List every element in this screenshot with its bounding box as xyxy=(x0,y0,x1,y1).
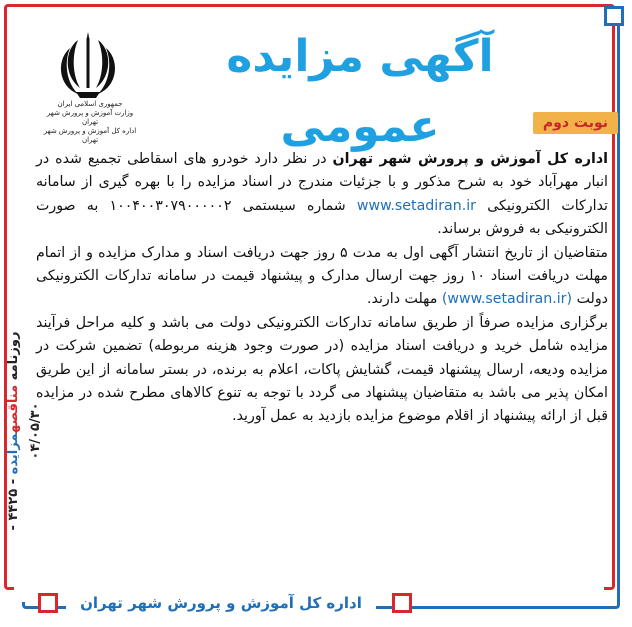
org-name-bold: اداره کل آموزش و پرورش شهر تهران xyxy=(332,151,608,167)
side-newspaper-label xyxy=(3,301,43,561)
corner-square-blue xyxy=(604,6,624,26)
corner-square-red-right xyxy=(392,593,412,613)
paragraph-2-end: مهلت دارند. xyxy=(367,291,442,308)
setadiran-link[interactable]: www.setadiran.ir xyxy=(356,197,477,214)
page-title: آگهی مزایده عمومی xyxy=(226,31,494,152)
side-brand-2: مزایده xyxy=(6,432,21,475)
announcement-body xyxy=(36,148,608,429)
paragraph-2-text: متقاضیان از تاریخ انتشار آگهی اول به مدت ۵ روز جهت دریافت اسناد و مدارک مزایده و از اتمام مهلت دریافت اسناد ۱۰ روز جهت ارسال مدارک و پیشنهاد قیمت در سامانه تدارکات الکترونیکی دولت xyxy=(36,244,609,308)
paragraph-3: برگزاری مزایده صرفاً از طریق سامانه تدارکات الکترونیکی دولت می باشد و کلیه مراحل فرآیند مزایده شامل خرید و دریافت اسناد مزایده (در صورت وجود هزینه مربوطه) تضمین شرکت در مزایده ودیعه، ارسال پیشنهاد قیمت، گشایش پاکات، اعلام به برنده، در بستر سامانه از این طریق امکان پذیر می باشد به متقاضیان پیشنهاد می گردد با توجه به تنوع کالاهای مطرح شده در مزایده قبل از ارائه پیشنهاد از اقلام موضوع مزایده بازدید به عمل آورید. xyxy=(36,314,608,425)
setadiran-link-2[interactable]: (www.setadiran.ir) xyxy=(441,291,573,308)
org-logo-text xyxy=(40,100,140,145)
iran-emblem-icon xyxy=(48,28,128,104)
paragraph-1 xyxy=(36,148,608,242)
paragraph-1-end: شماره سیستمی ۱۰۰۴۰۰۳۰۷۹۰۰۰۰۰۲ به صورت الکترونیکی به فروش برساند. xyxy=(36,197,608,238)
org-logo-line: جمهوری اسلامی ایران xyxy=(57,100,123,108)
paragraph-2 xyxy=(36,242,608,312)
paragraph-1-text: در نظر دارد خودرو های اسقاطی تجمیع شده در انبار مهرآباد خود به شرح مذکور و با جزئیات مندرج در اسناد مزایده را با بهره گیری از سامانه تدارکات الکترونیکی xyxy=(36,151,608,214)
org-logo-line: اداره کل آموزش و پرورش شهر تهران xyxy=(43,127,137,144)
side-prefix: روزنامه xyxy=(6,331,21,385)
corner-square-red-left xyxy=(38,593,58,613)
side-brand: مناقصه xyxy=(6,384,21,433)
org-logo-line: وزارت آموزش و پرورش شهر تهران xyxy=(46,109,134,126)
footer-org-name: اداره کل آموزش و پرورش شهر تهران xyxy=(66,589,376,617)
side-issue: - ۴۴۲۵ - ۰۴/۰۵/۳۰ xyxy=(6,402,43,531)
round-badge: نوبت دوم xyxy=(533,112,618,134)
